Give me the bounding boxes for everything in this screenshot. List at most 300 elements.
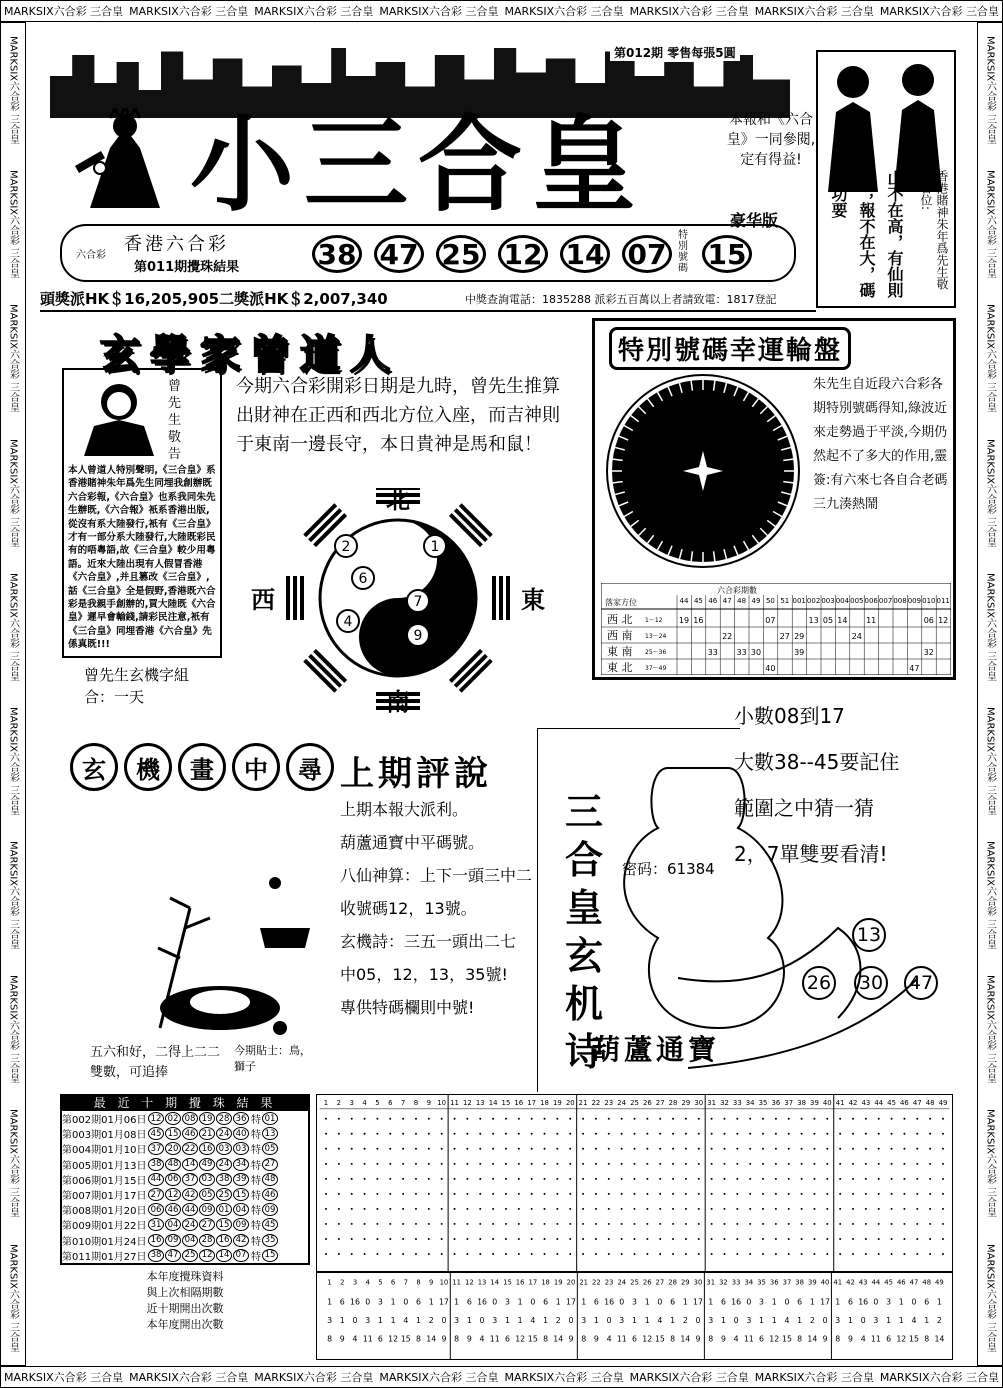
draw-date: 第007期01月17日 — [62, 1191, 147, 1203]
year-stat-cell: 9 — [822, 1334, 828, 1344]
wheel-period: 006 — [864, 597, 878, 605]
wheel-cell: 24 — [851, 632, 862, 641]
year-stat-cell: 3 — [454, 1315, 460, 1325]
grid-number-label: 23 — [604, 1278, 614, 1287]
border-text: MARKSIX六合彩 三合皇 — [754, 5, 874, 18]
year-stat-cell: 1 — [390, 1315, 396, 1325]
draw-history-row — [62, 1111, 308, 1126]
draw-number: 08 — [182, 1112, 198, 1125]
review-line: 中05，12，13，35號! — [340, 965, 508, 984]
special-mark: 特 — [251, 1236, 261, 1248]
review-line: 葫蘆通寶中平碼號。 — [340, 833, 485, 852]
grid-number-label: 33 — [731, 1278, 741, 1287]
draw-number: 38 — [216, 1173, 232, 1186]
year-stat-cell: 2 — [809, 1315, 815, 1325]
year-stat-cell: 1 — [797, 1315, 803, 1325]
grid-number-label: 25 — [630, 1278, 639, 1287]
year-stat-cell: 0 — [352, 1315, 358, 1325]
grid-number-label: 17 — [528, 1278, 538, 1287]
border-text: MARKSIX六合彩 三合皇 — [504, 1371, 624, 1384]
border-text: MARKSIX六合彩 三合皇 — [379, 5, 499, 18]
grid-number-label: 43 — [858, 1278, 868, 1287]
draw-number: 22 — [182, 1142, 198, 1155]
year-stat-cell: 9 — [847, 1334, 853, 1344]
year-stat-cell: 1 — [339, 1315, 345, 1325]
year-stat-cell: 3 — [619, 1315, 625, 1325]
draw-results-panel — [60, 224, 796, 282]
review-line: 收號碼12，13號。 — [340, 899, 477, 918]
draw-number: 16 — [199, 1142, 215, 1155]
draw-number: 37 — [148, 1142, 164, 1155]
review-line: 八仙神算：上下一頭三中二 — [340, 866, 533, 885]
review-line: 玄機詩：三五一頭出二七 — [340, 932, 517, 951]
draw-number: 04 — [182, 1234, 198, 1247]
border-text: MARKSIX六合彩 三合皇 — [129, 1371, 249, 1384]
year-stat-cell: 3 — [746, 1315, 752, 1325]
issue-number: 第012期 零售每張5圓 — [610, 44, 740, 61]
wheel-period: 010 — [922, 597, 936, 605]
year-stat-cell: 4 — [479, 1334, 485, 1344]
year-stat-cell: 0 — [657, 1297, 663, 1307]
year-stat-cell: 0 — [619, 1297, 625, 1307]
year-stat-cell: 6 — [377, 1334, 383, 1344]
result-ball: 14 — [560, 235, 610, 273]
year-stat-cell: 1 — [581, 1297, 587, 1307]
year-stat-cell: 15 — [909, 1334, 919, 1344]
year-stat-cell: 1 — [898, 1315, 904, 1325]
draw-number: 24 — [216, 1127, 232, 1140]
special-mark: 特 — [251, 1145, 261, 1157]
border-text: MARKSIX六合彩 三合皇 — [879, 1371, 999, 1384]
grid-number-label: 47 — [912, 1098, 922, 1107]
year-stat-cell: 12 — [769, 1334, 780, 1344]
draw-number: 24 — [216, 1158, 232, 1171]
year-stat-cell: 15 — [400, 1334, 411, 1344]
year-stat-cell: 1 — [644, 1297, 650, 1307]
year-stat-cell: 6 — [593, 1297, 599, 1307]
special-mark: 特 — [251, 1175, 261, 1187]
year-stat-cell: 1 — [632, 1315, 637, 1325]
grid-number-label: 3 — [352, 1278, 358, 1287]
year-stat-cell: 4 — [733, 1334, 739, 1344]
draw-number: 04 — [233, 1203, 249, 1216]
grid-number-label: 24 — [617, 1098, 627, 1107]
special-mark: 特 — [251, 1160, 261, 1172]
masthead-char: 皇 — [532, 103, 647, 226]
grid-number-label: 30 — [694, 1098, 704, 1107]
draw-number: 05 — [199, 1188, 215, 1201]
grid-number-label: 12 — [463, 1098, 472, 1107]
results-period: 第011期攪珠結果 — [134, 260, 240, 275]
year-stat-cell: 14 — [807, 1334, 818, 1344]
year-stat-cell: 1 — [327, 1297, 333, 1307]
border-right — [977, 22, 1003, 1366]
grid-number-label: 1 — [327, 1278, 332, 1287]
gourd-pick: 47 — [904, 966, 938, 1000]
bagua-diagram — [238, 488, 548, 718]
year-stat-cell: 0 — [568, 1315, 574, 1325]
border-text: MARKSIX六合彩 三合皇 — [984, 438, 996, 547]
year-stat-cell: 11 — [362, 1334, 373, 1344]
year-stat-cell: 0 — [784, 1297, 790, 1307]
year-stat-cell: 11 — [870, 1334, 881, 1344]
year-stat-cell: 4 — [860, 1334, 866, 1344]
grid-number-label: 27 — [655, 1098, 665, 1107]
grid-number-label: 24 — [617, 1278, 627, 1287]
year-stat-cell: 4 — [784, 1315, 790, 1325]
master-notice-text: 本人曾道人特別聲明,《三合皇》系香港賭神朱年爲先生同埋我創辦既六合彩報,《六合皇》也系我同朱先生辦既,《六合報》衹系香港出版,從沒有系大陸發行,衹有《三合皇》才有一部分系大陸發行,大陸既彩民有的唔粵語,故《三合皇》較少用粵語。近來大陸出現有人假冒香港《六合皇》,并且篡改《三合皇》,話《三合皇》全是假野,香港既六合彩是我親手創辦的,買大陸既《六合皇》遲早會輸錢,請彩民注意,衹有《三合皇》同埋香港《六合皇》先係真既!!! — [68, 465, 216, 651]
wheel-cell: 11 — [866, 616, 877, 625]
draw-number: 42 — [182, 1188, 198, 1201]
border-text: MARKSIX六合彩 三合皇 — [629, 1371, 749, 1384]
wheel-period: 005 — [850, 597, 864, 605]
draw-date: 第003期01月08日 — [62, 1130, 147, 1142]
year-stat-cell: 9 — [593, 1334, 599, 1344]
gourd-password: 密码：61384 — [622, 860, 715, 878]
grid-number-label: 29 — [680, 1278, 690, 1287]
draw-special-number: 35 — [262, 1234, 278, 1247]
year-stat-cell: 1 — [670, 1315, 676, 1325]
draw-number: 03 — [199, 1173, 215, 1186]
grid-number-label: 32 — [720, 1098, 729, 1107]
year-stats-row-label: 近十期開出次數 — [146, 1302, 224, 1315]
year-stat-cell: 12 — [896, 1334, 907, 1344]
wheel-cell: 39 — [794, 648, 805, 657]
review-line: 專供特碼欄則中號! — [340, 998, 475, 1017]
grid-number-label: 47 — [909, 1278, 919, 1287]
year-stat-cell: 0 — [530, 1297, 536, 1307]
draw-number: 16 — [148, 1234, 164, 1247]
border-text: MARKSIX六合彩 三合皇 — [7, 572, 19, 681]
border-text: MARKSIX六合彩 三合皇 — [7, 706, 19, 816]
year-stat-cell: 6 — [797, 1297, 803, 1307]
draw-history-row — [62, 1202, 308, 1217]
grid-number-label: 18 — [540, 1098, 549, 1107]
grid-number-label: 20 — [565, 1098, 575, 1107]
wheel-period: 47 — [722, 597, 732, 605]
border-text: MARKSIX六合彩 三合皇 — [984, 35, 996, 145]
grid-number-label: 2 — [340, 1278, 345, 1287]
gourd-poem: 三合皇玄机诗 — [564, 789, 603, 1074]
year-stat-cell: 16 — [731, 1297, 742, 1307]
year-stat-cell: 4 — [352, 1334, 358, 1344]
year-stat-cell: 0 — [441, 1315, 447, 1325]
special-mark: 特 — [251, 1251, 261, 1263]
special-mark: 特 — [251, 1191, 261, 1203]
hint-line: 範圍之中猜一猜 — [734, 796, 874, 820]
year-stat-cell: 1 — [809, 1297, 815, 1307]
year-stat-cell: 15 — [527, 1334, 538, 1344]
year-stat-cell: 15 — [654, 1334, 665, 1344]
border-text: MARKSIX六合彩 三合皇 — [629, 5, 749, 18]
side-slogan: 山不在高，有仙則名；報不在大，碼準功要 — [829, 170, 904, 298]
year-stat-cell: 0 — [746, 1297, 752, 1307]
riddle-char: 玄 — [70, 743, 118, 791]
wheel-cell: 05 — [822, 616, 834, 625]
wheel-row-direction: 西 北 — [607, 613, 633, 626]
draw-history-row — [62, 1217, 308, 1232]
year-stat-cell: 1 — [504, 1315, 510, 1325]
grid-number-label: 5 — [378, 1278, 383, 1287]
wheel-cell: 16 — [693, 616, 704, 625]
riddle-char: 機 — [124, 743, 172, 791]
year-stat-cell: 6 — [720, 1297, 726, 1307]
draw-special-number: 45 — [262, 1218, 278, 1231]
grid-number-label: 10 — [437, 1098, 447, 1107]
year-stat-cell: 0 — [365, 1297, 371, 1307]
draw-number: 48 — [165, 1158, 181, 1171]
bagua-number: 2 — [341, 539, 351, 555]
year-stat-cell: 0 — [403, 1297, 409, 1307]
grid-number-label: 22 — [592, 1278, 601, 1287]
border-text: MARKSIX六合彩 三合皇 — [129, 5, 249, 18]
results-label: 香港六合彩 — [124, 234, 229, 255]
master-respect-label: 曾先生敬告 — [168, 379, 182, 462]
draw-number: 03 — [233, 1142, 249, 1155]
year-stat-cell: 0 — [479, 1315, 485, 1325]
border-text: MARKSIX六合彩 三合皇 — [7, 170, 19, 279]
year-stat-cell: 17 — [566, 1297, 576, 1307]
year-stat-cell: 6 — [632, 1334, 637, 1344]
year-stat-cell: 1 — [720, 1315, 726, 1325]
year-stat-cell: 0 — [695, 1315, 701, 1325]
grid-number-label: 20 — [566, 1278, 576, 1287]
grid-number-label: 15 — [503, 1278, 512, 1287]
draw-history-row — [62, 1248, 308, 1263]
year-stat-cell: 9 — [695, 1334, 701, 1344]
grid-number-label: 1 — [323, 1098, 329, 1107]
grid-number-label: 14 — [490, 1278, 500, 1287]
draw-history-row — [62, 1141, 308, 1156]
draw-number: 37 — [182, 1173, 198, 1186]
wheel-cell: 33 — [736, 648, 747, 657]
wheel-ring-label: 东南 — [738, 512, 757, 523]
grid-number-label: 30 — [693, 1278, 703, 1287]
year-stat-cell: 1 — [886, 1315, 892, 1325]
year-stat-cell: 6 — [339, 1297, 345, 1307]
year-stat-cell: 4 — [530, 1315, 536, 1325]
year-stat-cell: 16 — [350, 1297, 360, 1307]
year-stat-cell: 16 — [604, 1297, 615, 1307]
draw-history-row — [62, 1172, 308, 1187]
wheel-table-header: 六合彩期數 — [717, 586, 757, 595]
year-stat-cell: 8 — [670, 1334, 676, 1344]
year-stat-cell: 1 — [771, 1315, 777, 1325]
border-bottom — [0, 1366, 1003, 1388]
draw-number: 12 — [148, 1112, 164, 1125]
border-text: MARKSIX六合彩 三合皇 — [984, 975, 996, 1084]
wheel-cell: 32 — [923, 648, 934, 657]
year-stat-cell: 8 — [797, 1334, 803, 1344]
grid-number-label: 13 — [477, 1278, 487, 1287]
grid-number-label: 7 — [400, 1098, 406, 1107]
wheel-row-direction: 東 北 — [607, 661, 633, 674]
grid-number-label: 5 — [375, 1098, 380, 1107]
wheel-period: 48 — [737, 597, 747, 605]
grid-number-label: 28 — [668, 1278, 677, 1287]
wheel-period: 011 — [936, 597, 950, 605]
recent-draws-title: 最 近 十 期 攪 珠 結 果 — [62, 1096, 308, 1111]
wheel-cell: 06 — [923, 616, 934, 625]
year-stat-cell: 2 — [555, 1315, 561, 1325]
year-stats-row-label: 本年度開出次數 — [146, 1318, 224, 1331]
wheel-period: 008 — [893, 597, 907, 605]
master-section-title: 玄學家曾道人 — [100, 331, 400, 378]
year-stat-cell: 4 — [911, 1315, 917, 1325]
year-stat-cell: 4 — [403, 1315, 409, 1325]
draw-number: 14 — [182, 1158, 198, 1171]
draw-date: 第008期01月20日 — [62, 1206, 147, 1218]
grid-number-label: 36 — [769, 1278, 779, 1287]
grid-number-label: 9 — [429, 1278, 434, 1287]
year-stats-labels — [60, 1268, 310, 1332]
result-ball: 47 — [374, 235, 424, 273]
wheel-period: 45 — [693, 597, 703, 605]
year-stat-cell: 2 — [428, 1315, 434, 1325]
draw-number: 19 — [199, 1112, 215, 1125]
grid-number-label: 15 — [501, 1098, 511, 1107]
wheel-period: 009 — [907, 597, 922, 605]
border-text: MARKSIX六合彩 三合皇 — [7, 1243, 19, 1352]
year-stat-cell: 16 — [477, 1297, 488, 1307]
border-text: MARKSIX六合彩 三合皇 — [984, 1109, 996, 1218]
grid-number-label: 21 — [579, 1278, 589, 1287]
wheel-cell: 27 — [779, 632, 790, 641]
master-story: 今期六合彩開彩日期是九時，曾先生推算出財神在正西和西北方位入座，而吉神則于東南一邊長守，本日貴神是馬和鼠！ — [236, 376, 560, 455]
wheel-ring-label: 东 — [761, 468, 771, 478]
year-stat-cell: 6 — [759, 1334, 765, 1344]
trigram-icon — [492, 576, 510, 620]
result-ball: 12 — [498, 235, 548, 273]
grid-number-label: 17 — [527, 1098, 537, 1107]
wheel-row-range: 13～24 — [645, 633, 667, 640]
wheel-period: 001 — [792, 597, 806, 605]
year-stat-cell: 3 — [632, 1297, 637, 1307]
year-stat-cell: 3 — [377, 1297, 383, 1307]
grid-number-label: 38 — [795, 1278, 805, 1287]
grid-number-label: 36 — [771, 1098, 781, 1107]
last-review-text — [340, 793, 532, 1024]
year-stat-cell: 6 — [924, 1297, 930, 1307]
year-stat-cell: 8 — [924, 1334, 930, 1344]
year-stat-cell: 9 — [441, 1334, 447, 1344]
wheel-period: 49 — [751, 597, 761, 605]
year-stat-cell: 0 — [733, 1315, 739, 1325]
wheel-period: 46 — [708, 597, 718, 605]
grid-number-label: 34 — [745, 1098, 755, 1107]
year-stat-cell: 2 — [936, 1315, 942, 1325]
year-stat-cell: 6 — [670, 1297, 676, 1307]
year-stat-cell: 8 — [835, 1334, 841, 1344]
year-stat-cell: 0 — [911, 1297, 917, 1307]
draw-number: 38 — [148, 1158, 164, 1171]
draw-number: 12 — [165, 1188, 181, 1201]
grid-number-label: 39 — [810, 1098, 819, 1107]
year-stat-cell: 1 — [847, 1315, 853, 1325]
year-stat-cell: 1 — [644, 1315, 650, 1325]
grid-number-label: 8 — [413, 1098, 419, 1107]
grid-number-label: 48 — [925, 1098, 935, 1107]
wheel-table — [601, 583, 951, 675]
grid-number-label: 11 — [450, 1098, 459, 1107]
special-ball: 15 — [702, 235, 752, 273]
draw-number: 38 — [148, 1249, 164, 1262]
grid-number-label: 26 — [642, 1278, 652, 1287]
year-stat-cell: 9 — [339, 1334, 345, 1344]
wheel-ring-label: 北 — [698, 405, 708, 415]
draw-date: 第004期01月10日 — [62, 1145, 147, 1157]
wheel-cell: 12 — [938, 616, 949, 625]
draw-date: 第002期01月06日 — [62, 1115, 147, 1127]
bagua-number: 7 — [413, 594, 423, 610]
grid-number-label: 3 — [349, 1098, 354, 1107]
grid-number-label: 19 — [553, 1278, 563, 1287]
year-stat-cell: 8 — [543, 1334, 549, 1344]
year-stat-cell: 6 — [886, 1334, 892, 1344]
year-stat-cell: 3 — [365, 1315, 371, 1325]
draw-special-number: 48 — [262, 1173, 278, 1186]
masthead-char: 三 — [304, 103, 419, 226]
border-text: MARKSIX六合彩 三合皇 — [984, 1243, 996, 1352]
border-text: MARKSIX六合彩 三合皇 — [379, 1371, 499, 1384]
grid-number-label: 44 — [871, 1278, 881, 1287]
grid-number-label: 22 — [591, 1098, 601, 1107]
trigram-icon — [376, 692, 420, 710]
hotline-info: 中獎查詢電話：1835288 派彩五百萬以上者請致電：1817登記 — [465, 293, 777, 306]
year-stat-cell: 1 — [466, 1315, 472, 1325]
year-stat-cell: 3 — [835, 1315, 841, 1325]
wheel-text: 朱先生自近段六合彩各期特別號碼得知,綠波近來走勢過于平淡,今期仍然起不了多大的作用,靈簽:有六來七各自合老碼三九湊熱鬧 — [813, 377, 948, 512]
draw-number: 02 — [165, 1112, 181, 1125]
draw-number: 27 — [148, 1188, 164, 1201]
wheel-ring-label: 南 — [698, 531, 708, 541]
border-text: MARKSIX六合彩 三合皇 — [254, 1371, 374, 1384]
gourd-pick: 30 — [854, 966, 888, 1000]
grid-number-label: 41 — [835, 1098, 845, 1107]
grid-number-label: 37 — [784, 1098, 794, 1107]
draw-special-number: 05 — [262, 1142, 278, 1155]
year-stat-cell: 15 — [781, 1334, 792, 1344]
hint-line: 小數08到17 — [734, 704, 845, 728]
year-stat-cell: 6 — [847, 1297, 853, 1307]
grid-number-label: 19 — [552, 1098, 562, 1107]
year-stat-cell: 17 — [438, 1297, 449, 1307]
year-stat-cell: 4 — [657, 1315, 663, 1325]
wheel-table-header: 落家方位 — [605, 598, 637, 607]
edition-label: 豪华版 — [730, 211, 779, 230]
year-stat-cell: 12 — [642, 1334, 653, 1344]
riddle-tip: 今期貼士：鳥，獅子 — [234, 1044, 311, 1073]
draw-number: 06 — [148, 1203, 164, 1216]
year-stat-cell: 3 — [873, 1315, 879, 1325]
wheel-period: 50 — [765, 597, 775, 605]
gambler-portrait-box — [816, 50, 956, 308]
grid-number-label: 45 — [887, 1098, 896, 1107]
year-stat-cell: 11 — [743, 1334, 754, 1344]
year-stat-cell: 14 — [680, 1334, 691, 1344]
draw-number: 31 — [148, 1218, 164, 1231]
result-ball: 25 — [436, 235, 486, 273]
riddle-title — [70, 743, 334, 791]
year-stat-cell: 1 — [543, 1315, 549, 1325]
bagua-number: 9 — [413, 628, 423, 644]
masthead-title — [190, 103, 647, 226]
draw-special-number: 15 — [262, 1249, 278, 1262]
draw-number: 09 — [233, 1218, 249, 1231]
year-stat-cell: 6 — [504, 1334, 510, 1344]
special-mark: 特 — [251, 1115, 261, 1127]
grid-number-label: 10 — [439, 1278, 449, 1287]
